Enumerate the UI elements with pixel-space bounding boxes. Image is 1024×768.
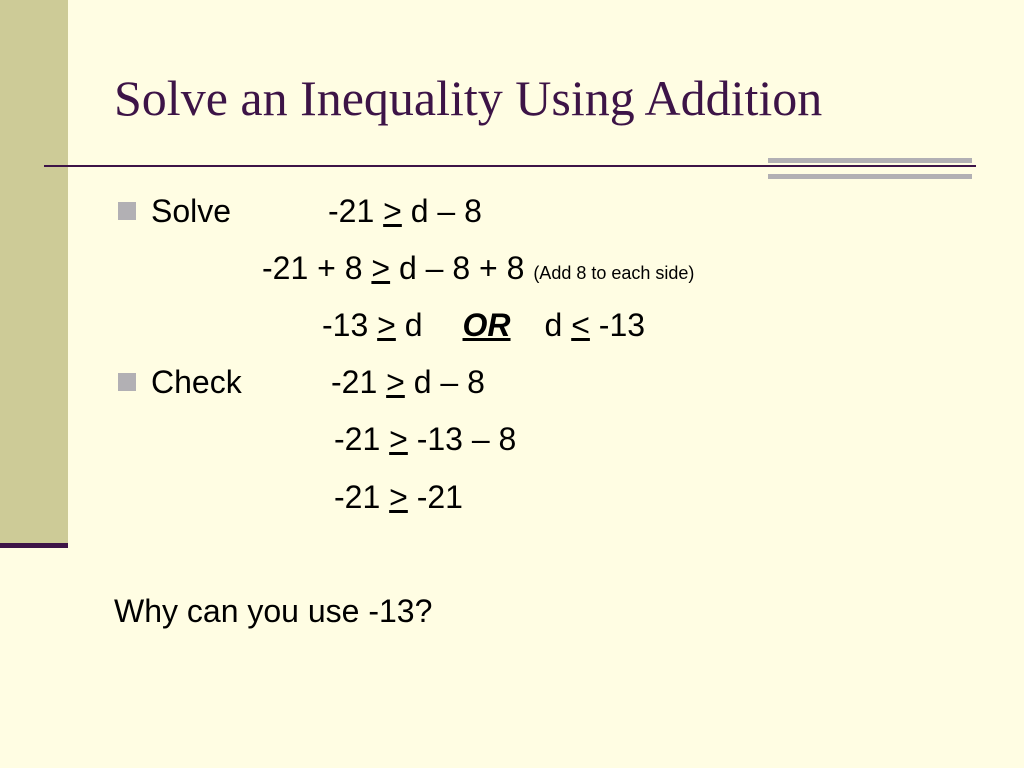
solve-step-3 [322,305,645,345]
title-divider [44,165,976,167]
or-connector: OR [462,307,511,343]
divider-accent-top [768,158,972,163]
check-step-3 [334,477,463,517]
question-text: Why can you use -13? [114,593,433,629]
expression-right: -13 – 8 [407,421,517,457]
solve-step-1 [328,191,482,231]
expression-right: d – 8 [401,193,482,229]
expression-right: d [395,307,423,343]
solve-step-2 [262,248,694,293]
divider-accent-bottom [768,174,972,179]
expression-left: -13 [322,307,378,343]
relation-symbol: > [377,307,396,343]
relation-symbol-2: < [571,307,590,343]
check-label: Check [151,364,242,400]
bullet-square-icon [118,373,136,391]
expression-right-2: -13 [589,307,646,343]
expression-right: d – 8 + 8 [390,250,534,286]
side-band [0,0,68,545]
expression-left: -21 [331,364,387,400]
relation-symbol: > [383,193,402,229]
solve-label: Solve [151,193,232,229]
expression-right: -21 [407,479,463,515]
bullet-square-icon [118,202,136,220]
expression-right: d – 8 [404,364,485,400]
step-note: (Add 8 to each side) [533,263,695,283]
slide-title: Solve an Inequality Using Addition [114,70,823,126]
relation-symbol: > [389,421,408,457]
check-step-2 [334,419,516,459]
check-step-1 [331,362,485,402]
relation-symbol: > [371,250,391,286]
relation-symbol: > [386,364,405,400]
side-accent-bar [0,543,68,548]
expression-left: -21 [334,479,390,515]
expression-left: -21 [334,421,390,457]
expression-left: -21 [328,193,384,229]
expression-left-2: d [544,307,572,343]
expression-left: -21 + 8 [262,250,372,286]
relation-symbol: > [389,479,408,515]
